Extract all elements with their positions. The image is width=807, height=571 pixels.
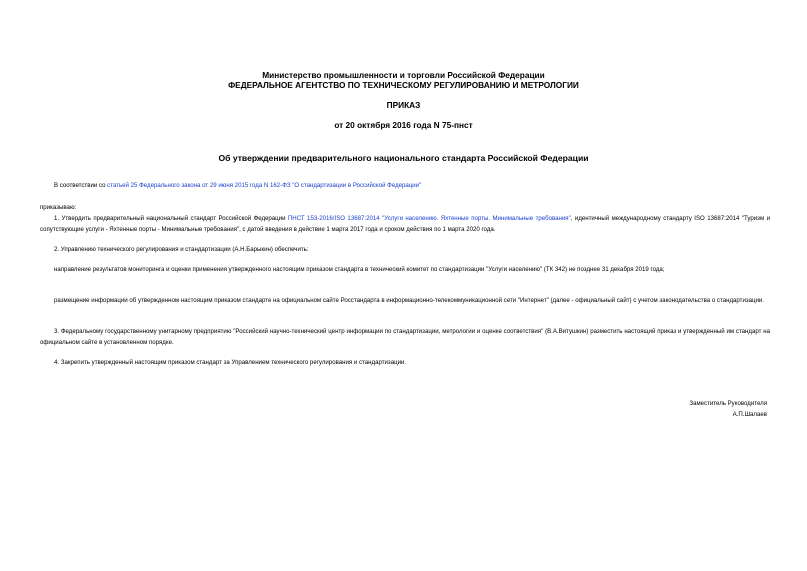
item-3-paragraph: 3. Федеральному государственному унитарному предприятию "Российский научно-технический центр информации по стандартизации, метрологии и оценке соответствия" (В.А.Витушкин) разместить настоящий приказ и утвержденный им стандарт на официальном сайте в установленном порядке. [40,328,770,346]
item-2-paragraph: 2. Управлению технического регулирования и стандартизации (А.Н.Барыкин) обеспечить: [54,246,309,253]
doc-type-heading: ПРИКАЗ [386,100,421,110]
preamble-paragraph [40,181,770,192]
document-title: Об утверждении предварительного национального стандарта Российской Федерации [218,153,589,163]
standard-link[interactable]: ПНСТ 153-2016/ISO 13687:2014 "Услуги населению. Яхтенные порты. Минимальные требования" [287,215,571,222]
date-number-heading: от 20 октября 2016 года N 75-пнст [334,120,473,130]
signature-block [689,399,767,420]
preamble-text: В соответствии со [54,182,108,189]
ministry-heading: Министерство промышленности и торговли Российской Федерации [262,70,545,80]
item-1-paragraph [40,214,770,235]
item-4-paragraph: 4. Закрепить утвержденный настоящим приказом стандарт за Управлением технического регулирования и стандартизации. [54,359,407,366]
item-2-sub-1-paragraph: направление результатов мониторинга и оценки применения утвержденного настоящим приказом стандарта в технический комитет по стандартизации "Услуги населению" (ТК 342) не позднее 31 декабря 2019 года; [54,266,665,273]
law-link[interactable]: статьей 25 Федерального закона от 29 июня 2015 года N 162-ФЗ "О стандартизации в Российской Федерации" [107,182,422,189]
item-1-text-before: 1. Утвердить предварительный национальный стандарт Российской Федерации [54,215,288,222]
agency-heading: ФЕДЕРАЛЬНОЕ АГЕНТСТВО ПО ТЕХНИЧЕСКОМУ РЕГУЛИРОВАНИЮ И МЕТРОЛОГИИ [228,80,579,90]
signature-name: А.П.Шалаев [732,410,767,418]
item-2-sub-2-paragraph: размещение информации об утвержденном настоящим приказом стандарте на официальном сайте Росстандарта в информационно-телекоммуникационной сети "Интернет" (далее - официальный сайт) с учетом законодательства о стандартизации. [54,297,765,304]
order-word: приказываю: [40,204,77,211]
item-1-text-after: , идентичный международному стандарту ISO 13687:2014 "Туризм и сопутствующие услуги - Яхтенные порты - Минимальные требования", с датой введения в действие 1 марта 2017 года и сроком действия по 1 марта 2020 года. [40,215,770,233]
signature-position: Заместитель Руководителя [689,400,767,407]
